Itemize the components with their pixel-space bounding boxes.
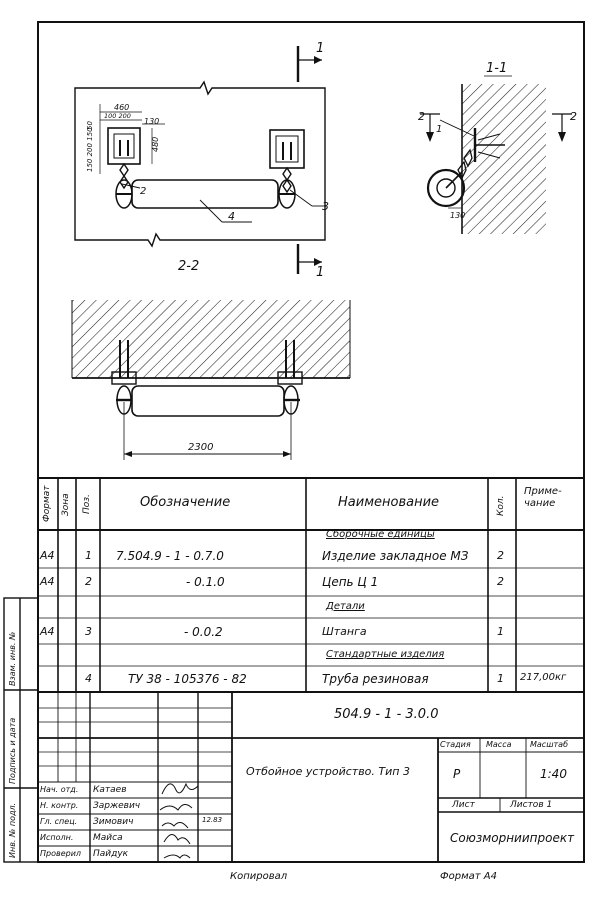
role-name: Заржевич	[93, 801, 141, 811]
drawing-title: Отбойное устройство. Тип 3	[246, 765, 410, 778]
side-label-sign-date: Подпись и дата	[8, 717, 17, 784]
callout-2-left: 2	[418, 110, 425, 123]
dim-460: 460	[114, 103, 130, 112]
sheets-label: Листов 1	[510, 800, 553, 810]
section-2-2-view	[72, 300, 350, 460]
header-qty: Кол.	[496, 495, 506, 516]
row-pos: 2	[85, 575, 92, 588]
scale-label: Масштаб	[530, 740, 569, 749]
dim-130-side: 130	[450, 211, 466, 220]
row-name: Труба резиновая	[322, 672, 429, 686]
row-qty: 1	[497, 625, 504, 638]
row-name: Штанга	[322, 625, 367, 638]
dim-2300: 2300	[188, 442, 214, 453]
section-details: Детали	[326, 601, 365, 612]
row-pos: 4	[85, 672, 92, 685]
section-assembly: Сборочные единицы	[326, 529, 435, 540]
callout-2-right: 2	[570, 110, 577, 123]
footer-format: Формат А4	[440, 871, 497, 882]
side-label-inv-dup: Взам. инв. №	[8, 631, 17, 686]
sheet-label: Лист	[452, 800, 475, 810]
row-designation: - 0.1.0	[186, 575, 225, 589]
row-designation: 7.504.9 - 1 - 0.7.0	[116, 549, 224, 563]
stage-value: Р	[453, 767, 461, 781]
row-note: 217,00кг	[520, 672, 567, 683]
role-label: Н. контр.	[40, 801, 79, 810]
section-standard: Стандартные изделия	[326, 649, 445, 660]
row-qty: 2	[497, 575, 504, 588]
role-name: Зимович	[93, 817, 134, 827]
role-name: Катаев	[93, 785, 127, 795]
header-format: Формат	[42, 485, 52, 522]
row-format: А4	[40, 549, 55, 562]
role-name: Пайдук	[93, 849, 129, 859]
plan-view	[75, 82, 326, 246]
callout-2-plan: 2	[140, 186, 147, 197]
role-label: Нач. отд.	[40, 785, 79, 794]
header-pos: Поз.	[82, 494, 92, 514]
row-designation: ТУ 38 - 105376 - 82	[128, 672, 247, 686]
row-pos: 3	[85, 625, 92, 638]
section-1-1-view	[420, 76, 572, 234]
view-2-2-title: 2-2	[178, 259, 200, 274]
section-marker-bottom: 1	[316, 265, 325, 280]
section-marker-top: 1	[316, 41, 325, 56]
row-name: Изделие закладное МЗ	[322, 549, 469, 563]
signatures	[160, 784, 198, 858]
sign-date: 12.83	[202, 816, 223, 824]
dim-130: 130	[144, 117, 160, 126]
row-designation: - 0.0.2	[184, 625, 223, 639]
scale-value: 1:40	[540, 767, 567, 781]
header-zone: Зона	[61, 493, 71, 516]
header-name: Наименование	[338, 495, 440, 510]
stage-label: Стадия	[440, 740, 471, 749]
row-name: Цепь Ц 1	[322, 575, 379, 589]
role-label: Проверил	[40, 849, 82, 858]
role-label: Гл. спец.	[40, 817, 78, 826]
view-1-1-title: 1-1	[486, 61, 508, 76]
row-format: А4	[40, 575, 55, 588]
dim-100-200: 100 200	[104, 112, 131, 120]
callout-1-section: 1	[436, 124, 443, 135]
row-qty: 2	[497, 549, 504, 562]
dim-480: 480	[151, 136, 160, 152]
dim-150-200-150: 150 200 150	[86, 127, 94, 172]
header-note: Приме- чание	[524, 486, 562, 509]
row-format: А4	[40, 625, 55, 638]
organization: Союзморниипроект	[450, 831, 575, 845]
callout-4-plan: 4	[228, 210, 235, 223]
role-name: Майса	[93, 833, 123, 843]
row-qty: 1	[497, 672, 504, 685]
mass-label: Масса	[486, 740, 512, 749]
callout-3-plan: 3	[322, 200, 329, 213]
row-pos: 1	[85, 549, 92, 562]
side-label-inv-orig: Инв. № подл.	[8, 802, 17, 858]
header-designation: Обозначение	[140, 495, 231, 510]
dim-50: 50	[86, 121, 94, 130]
doc-code: 504.9 - 1 - 3.0.0	[334, 707, 439, 722]
footer-copied: Копировал	[230, 871, 288, 882]
role-label: Исполн.	[40, 833, 74, 842]
